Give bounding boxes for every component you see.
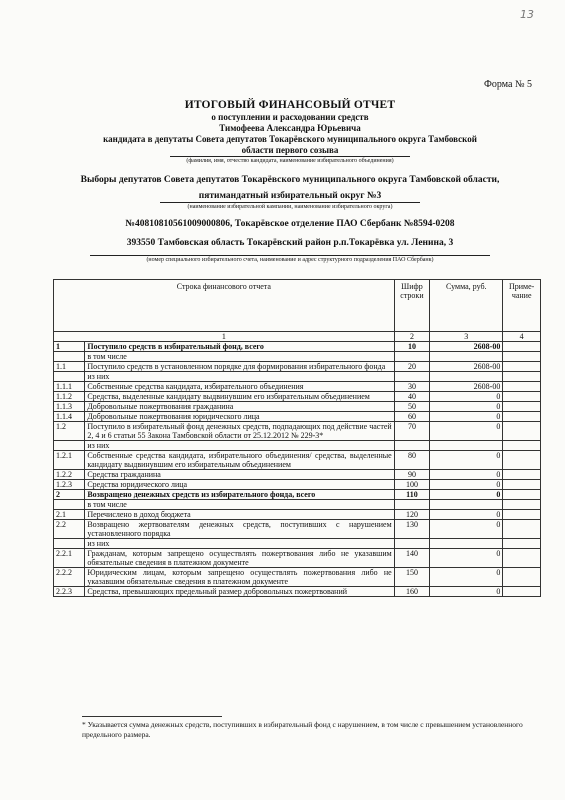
row-sum xyxy=(430,500,503,510)
row-text: Поступило средств в установленном порядке для формирования избирательного фонда xyxy=(85,362,394,372)
row-text: Юридическим лицам, которым запрещено осуществлять пожертвования либо не указавшим обязательные сведения в платежном документе xyxy=(85,568,394,587)
table-row xyxy=(54,587,541,597)
row-number: 2.2.1 xyxy=(54,549,85,568)
row-note xyxy=(503,470,541,480)
row-number: 1.1.1 xyxy=(54,382,85,392)
row-sum xyxy=(430,539,503,549)
row-text: Возвращено денежных средств из избирательного фонда, всего xyxy=(85,490,394,500)
row-code xyxy=(394,500,430,510)
row-sum: 2608-00 xyxy=(430,342,503,352)
row-sum xyxy=(430,441,503,451)
row-sum: 2608-00 xyxy=(430,362,503,372)
row-note xyxy=(503,451,541,470)
row-number: 1 xyxy=(54,342,85,352)
candidate-line-1: кандидата в депутаты Совета депутатов Токарёвского муниципального округа Тамбовской xyxy=(103,134,477,144)
row-sum: 0 xyxy=(430,480,503,490)
footnote: * Указывается сумма денежных средств, поступивших в избирательный фонд с нарушением, в том числе с превышением установленного предельного размера. xyxy=(82,720,523,739)
row-code: 120 xyxy=(394,510,430,520)
caption-account: (номер специального избирательного счета, наименование и адрес структурного подразделения ПАО Сбербанк) xyxy=(90,255,490,264)
row-number: 1.1 xyxy=(54,362,85,372)
row-note xyxy=(503,539,541,549)
table-row xyxy=(54,451,541,470)
table-row xyxy=(54,422,541,441)
row-note xyxy=(503,500,541,510)
row-text: Средства гражданина xyxy=(85,470,394,480)
row-code xyxy=(394,539,430,549)
footnote-rule xyxy=(82,716,222,717)
financial-report-table xyxy=(53,279,541,597)
row-code: 100 xyxy=(394,480,430,490)
row-number: 1.2.2 xyxy=(54,470,85,480)
row-note xyxy=(503,392,541,402)
subheading-row xyxy=(54,352,541,362)
row-sum: 0 xyxy=(430,412,503,422)
row-text: Перечислено в доход бюджета xyxy=(85,510,394,520)
subheading-row xyxy=(54,441,541,451)
row-sum xyxy=(430,352,503,362)
row-number xyxy=(54,441,85,451)
row-number: 1.2.3 xyxy=(54,480,85,490)
row-number: 2.2.3 xyxy=(54,587,85,597)
candidate-name: Тимофеева Александра Юрьевича xyxy=(219,123,361,133)
row-text: Возвращено жертвователям денежных средств, поступивших с нарушением установленного порядка xyxy=(85,520,394,539)
row-note xyxy=(503,402,541,412)
row-text: Средства юридического лица xyxy=(85,480,394,490)
elections-line-2: пятимандатный избирательный округ №3 xyxy=(198,191,382,201)
row-subheading: в том числе xyxy=(85,352,394,362)
row-note xyxy=(503,490,541,500)
row-text: Гражданам, которым запрещено осуществлять пожертвования либо не указавшим обязательные сведения в платежном документе xyxy=(85,549,394,568)
table-row xyxy=(54,412,541,422)
row-note xyxy=(503,372,541,382)
table-row xyxy=(54,480,541,490)
row-number xyxy=(54,539,85,549)
row-text: Собственные средства кандидата, избирательного объединения/ средства, выделенные кандидату выдвинувшим его избирательным объединением xyxy=(85,451,394,470)
row-sum: 2608-00 xyxy=(430,382,503,392)
caption-candidate: (фамилия, имя, отчество кандидата, наименование избирательного объединения) xyxy=(170,156,410,165)
header-line: Строка финансового отчета xyxy=(54,280,395,332)
table-row xyxy=(54,510,541,520)
row-text: Собственные средства кандидата, избирательного объединения xyxy=(85,382,394,392)
row-code xyxy=(394,441,430,451)
row-code: 150 xyxy=(394,568,430,587)
elections-line-1: Выборы депутатов Совета депутатов Токарёвского муниципального округа Тамбовской области, xyxy=(80,175,500,185)
row-number: 2.2.2 xyxy=(54,568,85,587)
row-code: 130 xyxy=(394,520,430,539)
row-code xyxy=(394,352,430,362)
row-note xyxy=(503,520,541,539)
caption-campaign: (наименование избирательной кампании, наименование избирательного округа) xyxy=(160,202,420,211)
row-note xyxy=(503,510,541,520)
row-number xyxy=(54,500,85,510)
subheading-row xyxy=(54,539,541,549)
row-number: 1.1.2 xyxy=(54,392,85,402)
row-subheading: из них xyxy=(85,372,394,382)
row-code: 140 xyxy=(394,549,430,568)
row-number: 1.2.1 xyxy=(54,451,85,470)
header-sum: Сумма, руб. xyxy=(430,280,503,332)
row-code: 110 xyxy=(394,490,430,500)
row-text: Добровольные пожертвования юридического лица xyxy=(85,412,394,422)
row-code xyxy=(394,372,430,382)
row-code: 10 xyxy=(394,342,430,352)
row-note xyxy=(503,382,541,392)
row-code: 70 xyxy=(394,422,430,441)
row-number xyxy=(54,352,85,362)
row-sum: 0 xyxy=(430,490,503,500)
row-code: 160 xyxy=(394,587,430,597)
row-code: 40 xyxy=(394,392,430,402)
candidate-line-2: области первого созыва xyxy=(241,145,339,155)
table-row xyxy=(54,382,541,392)
row-sum: 0 xyxy=(430,422,503,441)
table-row xyxy=(54,392,541,402)
table-row xyxy=(54,402,541,412)
report-header xyxy=(40,99,540,264)
col-number: 4 xyxy=(503,332,541,342)
report-title: ИТОГОВЫЙ ФИНАНСОВЫЙ ОТЧЕТ xyxy=(184,99,396,111)
row-text: Поступило средств в избирательный фонд, всего xyxy=(85,342,394,352)
row-subheading: из них xyxy=(85,441,394,451)
row-sum: 0 xyxy=(430,520,503,539)
column-numbers-row xyxy=(54,332,541,342)
row-sum xyxy=(430,372,503,382)
row-code: 60 xyxy=(394,412,430,422)
row-note xyxy=(503,412,541,422)
table-row xyxy=(54,362,541,372)
row-sum: 0 xyxy=(430,510,503,520)
row-sum: 0 xyxy=(430,392,503,402)
table-header-row xyxy=(54,280,541,332)
row-text: Поступило в избирательный фонд денежных средств, подпадающих под действие частей 2, 4 и 6 статьи 55 Закона Тамбовской области от 25.12.2012 № 229-3* xyxy=(85,422,394,441)
row-subheading: из них xyxy=(85,539,394,549)
row-note xyxy=(503,352,541,362)
row-note xyxy=(503,342,541,352)
row-number: 2.1 xyxy=(54,510,85,520)
row-sum: 0 xyxy=(430,470,503,480)
header-note: Приме-чание xyxy=(503,280,541,332)
row-note xyxy=(503,362,541,372)
row-note xyxy=(503,480,541,490)
row-code: 90 xyxy=(394,470,430,480)
subheading-row xyxy=(54,372,541,382)
report-subtitle: о поступлении и расходовании средств xyxy=(211,112,369,122)
row-number: 2 xyxy=(54,490,85,500)
row-number: 1.1.3 xyxy=(54,402,85,412)
col-number: 2 xyxy=(394,332,430,342)
account-line-1: №40810810561009000806, Токарёвское отделение ПАО Сбербанк №8594-0208 xyxy=(125,219,455,229)
row-code: 20 xyxy=(394,362,430,372)
table-row xyxy=(54,342,541,352)
row-note xyxy=(503,441,541,451)
col-number: 1 xyxy=(54,332,395,342)
row-text: Средства, превышающих предельный размер добровольных пожертвований xyxy=(85,587,394,597)
subheading-row xyxy=(54,500,541,510)
table-row xyxy=(54,568,541,587)
row-text: Добровольные пожертвования гражданина xyxy=(85,402,394,412)
row-code: 30 xyxy=(394,382,430,392)
table-row xyxy=(54,470,541,480)
row-code: 80 xyxy=(394,451,430,470)
row-number: 1.2 xyxy=(54,422,85,441)
row-note xyxy=(503,549,541,568)
row-sum: 0 xyxy=(430,451,503,470)
row-sum: 0 xyxy=(430,568,503,587)
row-note xyxy=(503,587,541,597)
header-code: Шифр строки xyxy=(394,280,430,332)
account-line-2: 393550 Тамбовская область Токарёвский район р.п.Токарёвка ул. Ленина, 3 xyxy=(126,238,454,248)
table-row xyxy=(54,549,541,568)
row-text: Средства, выделенные кандидату выдвинувшим его избирательным объединением xyxy=(85,392,394,402)
row-note xyxy=(503,422,541,441)
page-number: 13 xyxy=(520,8,534,21)
row-number xyxy=(54,372,85,382)
row-code: 50 xyxy=(394,402,430,412)
table-row xyxy=(54,490,541,500)
col-number: 3 xyxy=(430,332,503,342)
row-number: 1.1.4 xyxy=(54,412,85,422)
row-sum: 0 xyxy=(430,549,503,568)
form-number: Форма № 5 xyxy=(484,79,532,90)
row-sum: 0 xyxy=(430,587,503,597)
row-subheading: в том числе xyxy=(85,500,394,510)
row-note xyxy=(503,568,541,587)
row-sum: 0 xyxy=(430,402,503,412)
row-number: 2.2 xyxy=(54,520,85,539)
table-row xyxy=(54,520,541,539)
